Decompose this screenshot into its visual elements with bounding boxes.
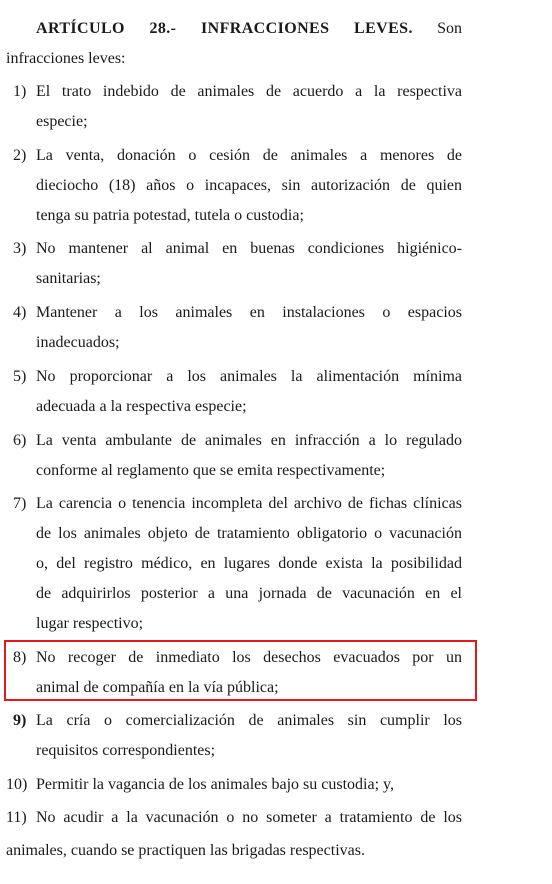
item-number-3: 3) (13, 240, 27, 257)
item-9-line-1: La cría o comercialización de animales sin cumplir los (36, 712, 462, 729)
item-6-line-1: La venta ambulante de animales en infracción a lo regulado (36, 432, 462, 449)
item-number-6: 6) (13, 432, 27, 449)
item-number-7: 7) (13, 495, 27, 512)
item-7-line-3: o, del registro médico, en lugares donde exista la posibilidad (36, 555, 462, 572)
item-number-5: 5) (13, 368, 27, 385)
item-4-line-1: Mantener a los animales en instalaciones o espacios (36, 304, 462, 321)
item-number-11: 11) (6, 809, 27, 826)
item-7-line-2: de los animales objeto de tratamiento obligatorio o vacunación (36, 525, 462, 542)
item-3-line-2: sanitarias; (36, 270, 101, 287)
item-1-line-1: El trato indebido de animales de acuerdo a la respectiva (36, 83, 462, 100)
article-intro: infracciones leves: (6, 50, 126, 67)
item-5-line-1: No proporcionar a los animales la alimentación mínima (36, 368, 462, 385)
item-8-line-2: animal de compañía en la vía pública; (36, 679, 279, 696)
item-7-line-5: lugar respectivo; (36, 615, 144, 632)
item-6-line-2: conforme al reglamento que se emita respectivamente; (36, 462, 386, 479)
item-4-line-2: inadecuados; (36, 334, 120, 351)
item-7-line-4: de adquirirlos posterior a una jornada de vacunación en el (36, 585, 462, 602)
item-number-10: 10) (6, 776, 28, 793)
article-heading-line (36, 14, 462, 44)
item-2-line-1: La venta, donación o cesión de animales a menores de (36, 147, 462, 164)
item-number-1: 1) (13, 83, 27, 100)
item-11-line-2: animales, cuando se practiquen las brigadas respectivas. (6, 842, 365, 859)
item-5-line-2: adecuada a la respectiva especie; (36, 398, 247, 415)
item-number-2: 2) (13, 147, 27, 164)
item-3-line-1: No mantener al animal en buenas condiciones higiénico- (36, 240, 462, 257)
item-number-8: 8) (13, 649, 27, 666)
item-7-line-1: La carencia o tenencia incompleta del archivo de fichas clínicas (36, 495, 462, 512)
item-2-line-3: tenga su patria potestad, tutela o custodia; (36, 207, 304, 224)
item-number-9: 9) (13, 712, 27, 729)
item-2-line-2: dieciocho (18) años o incapaces, sin autorización de quien (36, 177, 462, 194)
item-number-4: 4) (13, 304, 27, 321)
item-9-line-2: requisitos correspondientes; (36, 742, 216, 759)
item-11-line-1: No acudir a la vacunación o no someter a tratamiento de los (36, 809, 462, 826)
item-1-line-2: especie; (36, 113, 88, 130)
item-8-line-1: No recoger de inmediato los desechos evacuados por un (36, 649, 462, 666)
article-heading: ARTÍCULO 28.- INFRACCIONES LEVES. (36, 20, 413, 37)
article-intro-tail: Son (437, 20, 462, 37)
item-10-line-1: Permitir la vagancia de los animales bajo su custodia; y, (36, 776, 394, 793)
